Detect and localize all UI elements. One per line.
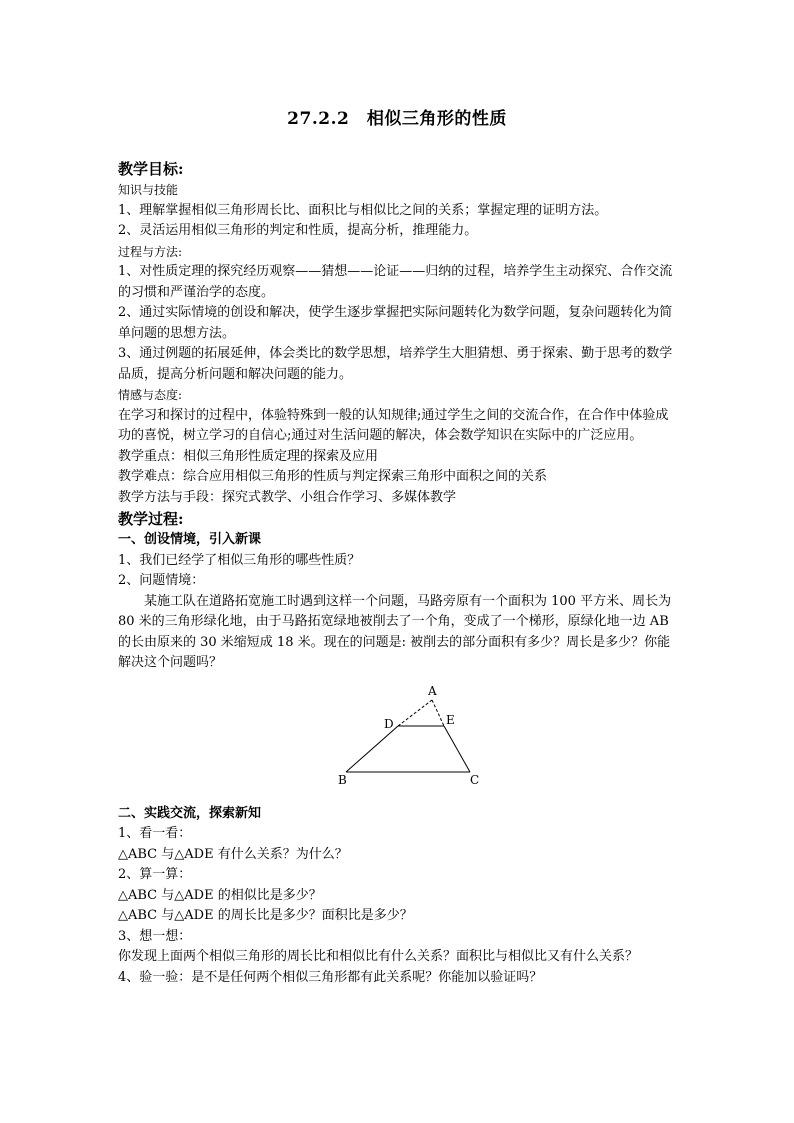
section1-heading: 一、创设情境，引入新课 [118, 532, 262, 547]
section2-item-7: 你发现上面两个相似三角形的周长比和相似比有什么关系？面积比与相似比又有什么关系？ [118, 949, 639, 964]
objectives-heading: 教学目标: [118, 160, 184, 178]
emotion-text: 在学习和探讨的过程中，体验特殊到一般的认知规律;通过学生之间的交流合作，在合作中体验成功的喜悦，树立学习的自信心;通过对生活问题的解决，体会数学知识在实际中的广泛应用。 [118, 407, 669, 443]
process-heading: 教学过程: [118, 510, 184, 528]
knowledge-label: 知识与技能 [118, 183, 179, 197]
process-item-1: 1、对性质定理的探究经历观察——猜想——论证——归纳的过程，培养学生主动探究、合作交流的习惯和严谨治学的态度。 [118, 264, 673, 300]
section2-item-1: 1、看一看： [118, 826, 192, 841]
segment-ec [444, 726, 470, 772]
section2-item-4: △ABC 与△ADE 的相似比是多少？ [118, 887, 322, 903]
emotion-label: 情感与态度: [118, 388, 183, 402]
process-item-2: 2、通过实际情境的创设和解决，使学生逐步掌握把实际问题转化为数学问题，复杂问题转化为简单问题的思想方法。 [118, 305, 673, 341]
difficulty: 教学难点：综合应用相似三角形的性质与判定探索三角形中面积之间的关系 [118, 469, 548, 484]
section2-item-5: △ABC 与△ADE 的周长比是多少？面积比是多少？ [118, 908, 413, 923]
label-d: D [384, 716, 394, 731]
process-item-3: 3、通过例题的拓展延伸，体会类比的数学思想，培养学生大胆猜想、勇于探索、勤于思考的数学品质，提高分析问题和解决问题的能力。 [118, 346, 673, 382]
label-e: E [446, 712, 455, 727]
problem-text: 某施工队在道路拓宽施工时遇到这样一个问题，马路旁原有一个面积为 100 平方米、周长为 80 米的三角形绿化地，由于马路拓宽绿地被削去了一个角，变成了一个梯形，原绿化地一边 AB 的长由原来的 30 米缩短成 18 米。现在的问题是: 被削去的部分面积有多少？周长是多少？你能解决这个问题吗？ [118, 593, 672, 670]
segment-bd [346, 726, 398, 772]
document-title: 27.2.2 相似三角形的性质 [287, 109, 507, 129]
segment-da-dashed [398, 700, 432, 726]
triangle-diagram [338, 684, 498, 796]
segment-ae-dashed [432, 700, 444, 726]
key-point: 教学重点：相似三角形性质定理的探索及应用 [118, 448, 379, 464]
section2-item-8: 4、验一验：是不是任何两个相似三角形都有此关系呢？你能加以验证吗？ [118, 969, 543, 985]
section2-item-6: 3、想一想： [118, 928, 192, 944]
section1-item-2: 2、问题情境： [118, 573, 205, 588]
section2-item-2: △ABC 与△ADE 有什么关系？为什么？ [118, 846, 348, 862]
process-label: 过程与方法: [118, 244, 183, 259]
label-b: B [338, 772, 347, 787]
section1-item-1: 1、我们已经学了相似三角形的哪些性质？ [118, 552, 361, 568]
knowledge-item-1: 1、理解掌握相似三角形周长比、面积比与相似比之间的关系；掌握定理的证明方法。 [118, 202, 608, 218]
document-body [118, 158, 678, 988]
section2-heading: 二、实践交流，探索新知 [118, 805, 262, 821]
section2-item-3: 2、算一算： [118, 867, 192, 882]
label-c: C [470, 772, 480, 787]
teaching-methods: 教学方法与手段：探究式教学、小组合作学习、多媒体教学 [118, 489, 457, 505]
knowledge-item-2: 2、灵活运用相似三角形的判定和性质，提高分析，推理能力。 [118, 223, 478, 238]
label-a: A [428, 683, 437, 698]
trapezoid-figure [118, 684, 678, 796]
